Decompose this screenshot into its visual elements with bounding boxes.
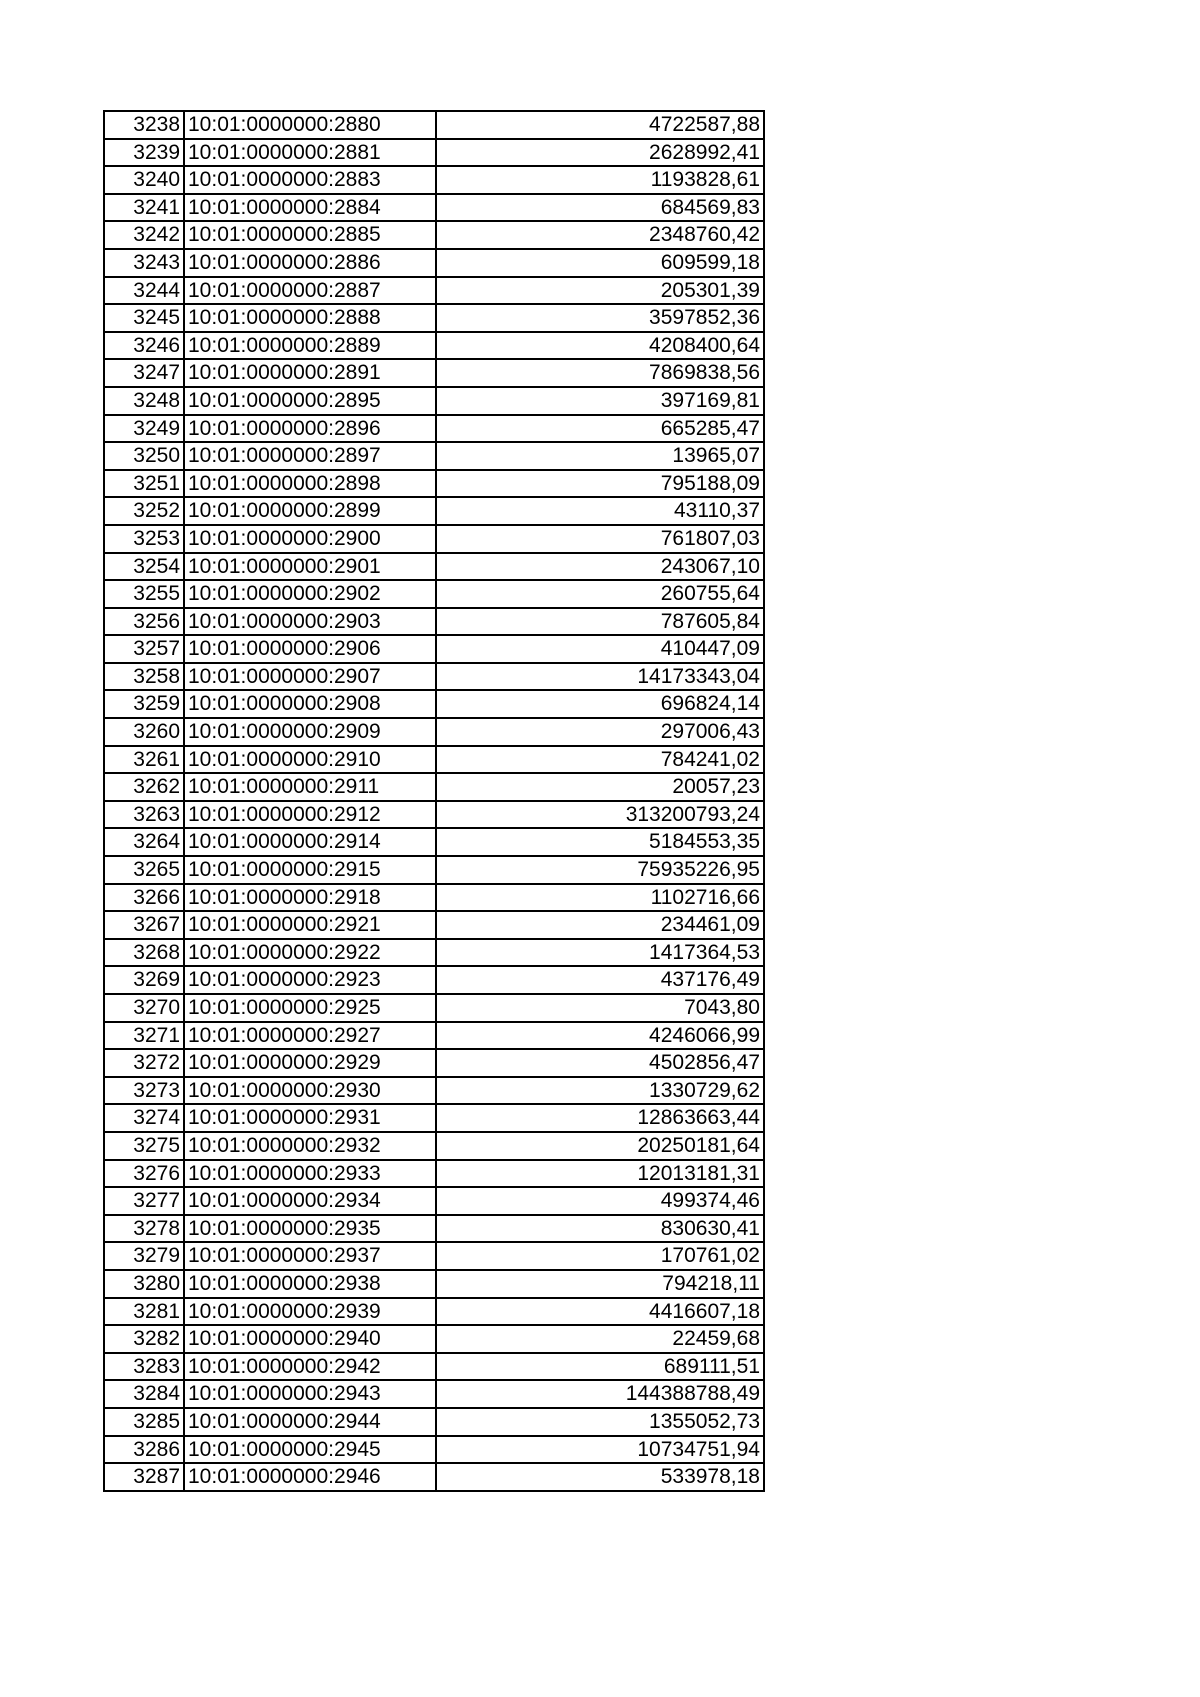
value-cell: 14173343,04 (436, 663, 764, 691)
value-cell: 260755,64 (436, 580, 764, 608)
row-number-cell: 3284 (104, 1380, 184, 1408)
row-number-cell: 3238 (104, 111, 184, 139)
value-cell: 397169,81 (436, 387, 764, 415)
value-cell: 43110,37 (436, 497, 764, 525)
table-row (104, 801, 764, 829)
value-cell: 10734751,94 (436, 1436, 764, 1464)
cadastral-number-cell: 10:01:0000000:2889 (184, 332, 436, 360)
row-number-cell: 3252 (104, 497, 184, 525)
value-cell: 4246066,99 (436, 1022, 764, 1050)
value-cell: 170761,02 (436, 1242, 764, 1270)
row-number-cell: 3286 (104, 1436, 184, 1464)
row-number-cell: 3274 (104, 1104, 184, 1132)
row-number-cell: 3269 (104, 966, 184, 994)
cadastral-number-cell: 10:01:0000000:2910 (184, 746, 436, 774)
cadastral-number-cell: 10:01:0000000:2911 (184, 773, 436, 801)
table-row (104, 718, 764, 746)
value-cell: 1193828,61 (436, 166, 764, 194)
table-row (104, 359, 764, 387)
value-cell: 1417364,53 (436, 939, 764, 967)
row-number-cell: 3243 (104, 249, 184, 277)
value-cell: 4722587,88 (436, 111, 764, 139)
row-number-cell: 3264 (104, 828, 184, 856)
cadastral-number-cell: 10:01:0000000:2921 (184, 911, 436, 939)
value-cell: 22459,68 (436, 1325, 764, 1353)
value-cell: 609599,18 (436, 249, 764, 277)
table-row (104, 111, 764, 139)
value-cell: 410447,09 (436, 635, 764, 663)
table-row (104, 580, 764, 608)
table-row (104, 221, 764, 249)
row-number-cell: 3251 (104, 470, 184, 498)
cadastral-number-cell: 10:01:0000000:2909 (184, 718, 436, 746)
value-cell: 13965,07 (436, 442, 764, 470)
row-number-cell: 3242 (104, 221, 184, 249)
row-number-cell: 3268 (104, 939, 184, 967)
row-number-cell: 3258 (104, 663, 184, 691)
table-row (104, 553, 764, 581)
table-row (104, 994, 764, 1022)
value-cell: 12863663,44 (436, 1104, 764, 1132)
value-cell: 4416607,18 (436, 1298, 764, 1326)
cadastral-number-cell: 10:01:0000000:2946 (184, 1463, 436, 1491)
row-number-cell: 3248 (104, 387, 184, 415)
cadastral-number-cell: 10:01:0000000:2898 (184, 470, 436, 498)
table-row (104, 525, 764, 553)
row-number-cell: 3275 (104, 1132, 184, 1160)
cadastral-number-cell: 10:01:0000000:2944 (184, 1408, 436, 1436)
row-number-cell: 3254 (104, 553, 184, 581)
table-row (104, 1049, 764, 1077)
cadastral-number-cell: 10:01:0000000:2885 (184, 221, 436, 249)
row-number-cell: 3250 (104, 442, 184, 470)
row-number-cell: 3281 (104, 1298, 184, 1326)
cadastral-number-cell: 10:01:0000000:2922 (184, 939, 436, 967)
table-row (104, 442, 764, 470)
value-cell: 784241,02 (436, 746, 764, 774)
row-number-cell: 3261 (104, 746, 184, 774)
table-row (104, 1187, 764, 1215)
cadastral-number-cell: 10:01:0000000:2891 (184, 359, 436, 387)
cadastral-number-cell: 10:01:0000000:2942 (184, 1353, 436, 1381)
cadastral-number-cell: 10:01:0000000:2930 (184, 1077, 436, 1105)
value-cell: 1355052,73 (436, 1408, 764, 1436)
cadastral-number-cell: 10:01:0000000:2937 (184, 1242, 436, 1270)
value-cell: 696824,14 (436, 690, 764, 718)
cadastral-number-cell: 10:01:0000000:2895 (184, 387, 436, 415)
cadastral-number-cell: 10:01:0000000:2908 (184, 690, 436, 718)
value-cell: 830630,41 (436, 1215, 764, 1243)
cadastral-number-cell: 10:01:0000000:2931 (184, 1104, 436, 1132)
value-cell: 243067,10 (436, 553, 764, 581)
table-row (104, 1077, 764, 1105)
cadastral-number-cell: 10:01:0000000:2883 (184, 166, 436, 194)
table-row (104, 939, 764, 967)
cadastral-number-cell: 10:01:0000000:2912 (184, 801, 436, 829)
table-row (104, 277, 764, 305)
cadastral-number-cell: 10:01:0000000:2938 (184, 1270, 436, 1298)
value-cell: 313200793,24 (436, 801, 764, 829)
cadastral-number-cell: 10:01:0000000:2884 (184, 194, 436, 222)
cadastral-number-cell: 10:01:0000000:2934 (184, 1187, 436, 1215)
table-row (104, 304, 764, 332)
row-number-cell: 3277 (104, 1187, 184, 1215)
cadastral-number-cell: 10:01:0000000:2935 (184, 1215, 436, 1243)
row-number-cell: 3270 (104, 994, 184, 1022)
table-row (104, 1408, 764, 1436)
cadastral-number-cell: 10:01:0000000:2939 (184, 1298, 436, 1326)
value-cell: 437176,49 (436, 966, 764, 994)
table-body (104, 111, 764, 1491)
table-row (104, 1436, 764, 1464)
row-number-cell: 3247 (104, 359, 184, 387)
value-cell: 5184553,35 (436, 828, 764, 856)
value-cell: 1102716,66 (436, 884, 764, 912)
table-row (104, 828, 764, 856)
cadastral-number-cell: 10:01:0000000:2901 (184, 553, 436, 581)
value-cell: 499374,46 (436, 1187, 764, 1215)
row-number-cell: 3287 (104, 1463, 184, 1491)
row-number-cell: 3245 (104, 304, 184, 332)
value-cell: 4208400,64 (436, 332, 764, 360)
table-row (104, 1353, 764, 1381)
cadastral-number-cell: 10:01:0000000:2925 (184, 994, 436, 1022)
table-row (104, 166, 764, 194)
row-number-cell: 3259 (104, 690, 184, 718)
cadastral-number-cell: 10:01:0000000:2923 (184, 966, 436, 994)
value-cell: 2348760,42 (436, 221, 764, 249)
row-number-cell: 3276 (104, 1160, 184, 1188)
value-cell: 20057,23 (436, 773, 764, 801)
row-number-cell: 3262 (104, 773, 184, 801)
row-number-cell: 3257 (104, 635, 184, 663)
value-cell: 533978,18 (436, 1463, 764, 1491)
value-cell: 787605,84 (436, 608, 764, 636)
row-number-cell: 3280 (104, 1270, 184, 1298)
table-row (104, 911, 764, 939)
cadastral-number-cell: 10:01:0000000:2900 (184, 525, 436, 553)
table-row (104, 470, 764, 498)
table-row (104, 1463, 764, 1491)
table-row (104, 856, 764, 884)
table-row (104, 1104, 764, 1132)
value-cell: 75935226,95 (436, 856, 764, 884)
cadastral-number-cell: 10:01:0000000:2881 (184, 139, 436, 167)
cadastral-number-cell: 10:01:0000000:2903 (184, 608, 436, 636)
cadastral-number-cell: 10:01:0000000:2886 (184, 249, 436, 277)
row-number-cell: 3285 (104, 1408, 184, 1436)
table-row (104, 966, 764, 994)
cadastral-number-cell: 10:01:0000000:2896 (184, 415, 436, 443)
cadastral-number-cell: 10:01:0000000:2899 (184, 497, 436, 525)
table-row (104, 608, 764, 636)
cadastral-number-cell: 10:01:0000000:2887 (184, 277, 436, 305)
row-number-cell: 3260 (104, 718, 184, 746)
cadastral-number-cell: 10:01:0000000:2906 (184, 635, 436, 663)
cadastral-number-cell: 10:01:0000000:2915 (184, 856, 436, 884)
table-row (104, 773, 764, 801)
value-cell: 7869838,56 (436, 359, 764, 387)
cadastral-number-cell: 10:01:0000000:2933 (184, 1160, 436, 1188)
table-row (104, 635, 764, 663)
row-number-cell: 3266 (104, 884, 184, 912)
table-row (104, 332, 764, 360)
data-table (103, 110, 765, 1492)
value-cell: 795188,09 (436, 470, 764, 498)
value-cell: 1330729,62 (436, 1077, 764, 1105)
cadastral-number-cell: 10:01:0000000:2918 (184, 884, 436, 912)
table-row (104, 1298, 764, 1326)
value-cell: 689111,51 (436, 1353, 764, 1381)
row-number-cell: 3255 (104, 580, 184, 608)
cadastral-number-cell: 10:01:0000000:2943 (184, 1380, 436, 1408)
row-number-cell: 3272 (104, 1049, 184, 1077)
value-cell: 144388788,49 (436, 1380, 764, 1408)
table-row (104, 415, 764, 443)
value-cell: 7043,80 (436, 994, 764, 1022)
table-row (104, 1242, 764, 1270)
cadastral-number-cell: 10:01:0000000:2888 (184, 304, 436, 332)
table-row (104, 387, 764, 415)
cadastral-number-cell: 10:01:0000000:2914 (184, 828, 436, 856)
row-number-cell: 3239 (104, 139, 184, 167)
row-number-cell: 3246 (104, 332, 184, 360)
value-cell: 761807,03 (436, 525, 764, 553)
row-number-cell: 3278 (104, 1215, 184, 1243)
row-number-cell: 3279 (104, 1242, 184, 1270)
table-row (104, 1215, 764, 1243)
table-row (104, 1270, 764, 1298)
table-row (104, 746, 764, 774)
table-row (104, 1160, 764, 1188)
table-row (104, 1022, 764, 1050)
row-number-cell: 3282 (104, 1325, 184, 1353)
row-number-cell: 3267 (104, 911, 184, 939)
row-number-cell: 3271 (104, 1022, 184, 1050)
table-row (104, 884, 764, 912)
value-cell: 684569,83 (436, 194, 764, 222)
row-number-cell: 3273 (104, 1077, 184, 1105)
cadastral-number-cell: 10:01:0000000:2907 (184, 663, 436, 691)
row-number-cell: 3283 (104, 1353, 184, 1381)
cadastral-number-cell: 10:01:0000000:2927 (184, 1022, 436, 1050)
row-number-cell: 3244 (104, 277, 184, 305)
value-cell: 4502856,47 (436, 1049, 764, 1077)
value-cell: 3597852,36 (436, 304, 764, 332)
cadastral-number-cell: 10:01:0000000:2945 (184, 1436, 436, 1464)
row-number-cell: 3263 (104, 801, 184, 829)
cadastral-number-cell: 10:01:0000000:2932 (184, 1132, 436, 1160)
table-row (104, 1132, 764, 1160)
cadastral-number-cell: 10:01:0000000:2929 (184, 1049, 436, 1077)
value-cell: 234461,09 (436, 911, 764, 939)
value-cell: 794218,11 (436, 1270, 764, 1298)
row-number-cell: 3241 (104, 194, 184, 222)
value-cell: 297006,43 (436, 718, 764, 746)
cadastral-number-cell: 10:01:0000000:2897 (184, 442, 436, 470)
table-row (104, 1380, 764, 1408)
cadastral-number-cell: 10:01:0000000:2880 (184, 111, 436, 139)
row-number-cell: 3253 (104, 525, 184, 553)
row-number-cell: 3249 (104, 415, 184, 443)
table-row (104, 497, 764, 525)
table-row (104, 663, 764, 691)
value-cell: 205301,39 (436, 277, 764, 305)
value-cell: 665285,47 (436, 415, 764, 443)
value-cell: 20250181,64 (436, 1132, 764, 1160)
row-number-cell: 3265 (104, 856, 184, 884)
value-cell: 12013181,31 (436, 1160, 764, 1188)
cadastral-number-cell: 10:01:0000000:2902 (184, 580, 436, 608)
cadastral-number-cell: 10:01:0000000:2940 (184, 1325, 436, 1353)
table-row (104, 194, 764, 222)
table-row (104, 249, 764, 277)
row-number-cell: 3240 (104, 166, 184, 194)
table-row (104, 690, 764, 718)
value-cell: 2628992,41 (436, 139, 764, 167)
table-row (104, 1325, 764, 1353)
table-row (104, 139, 764, 167)
row-number-cell: 3256 (104, 608, 184, 636)
